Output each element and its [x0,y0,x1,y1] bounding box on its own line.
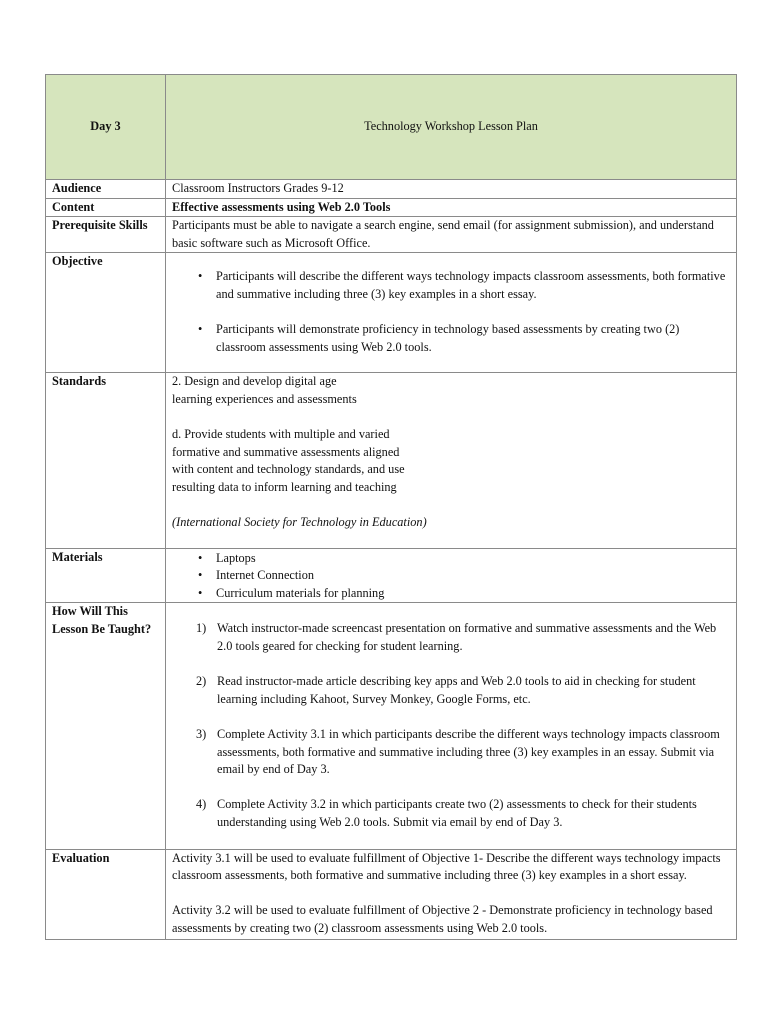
content-value: Effective assessments using Web 2.0 Tools [166,198,737,217]
standards-label: Standards [46,373,166,548]
prerequisite-label: Prerequisite Skills [46,217,166,253]
step-number: 2) [196,674,207,689]
standard-line: 2. Design and develop digital age [172,374,337,389]
step-item [172,726,730,779]
evaluation-cell [166,849,737,939]
day-label: Day 3 [46,75,166,180]
standard-line: with content and technology standards, and use [172,462,405,477]
evaluation-paragraph: Activity 3.1 will be used to evaluate fulfillment of Objective 1- Describe the different ways technology impacts classroom assessments, both formative and summative including three (3) key examples in a short essay. [172,850,721,883]
objective-item: • Participants will demonstrate proficiency in technology based assessments by creating two (2) classroom assessments using Web 2.0 tools. [172,321,730,356]
standard-line: learning experiences and assessments [172,391,357,406]
materials-list [172,550,730,603]
audience-row [46,180,737,199]
step-text: Watch instructor-made screencast presentation on formative and summative assessments and the Web 2.0 tools geared for checking for student learning. [217,621,717,654]
standard-line: formative and summative assessments aligned [172,444,400,459]
standards-row [46,373,737,548]
standard-line: resulting data to inform learning and teaching [172,479,397,494]
content-label: Content [46,198,166,217]
step-number: 1) [196,621,207,636]
standard-line: d. Provide students with multiple and varied [172,427,390,442]
objective-list [172,268,730,356]
step-item [172,620,730,655]
materials-cell [166,548,737,603]
standards-cell [166,373,737,548]
evaluation-label: Evaluation [46,849,166,939]
material-item: • Laptops [172,550,730,568]
objective-label: Objective [46,253,166,373]
document-title: Technology Workshop Lesson Plan [166,75,737,180]
objective-cell [166,253,737,373]
material-item: • Curriculum materials for planning [172,585,730,603]
audience-value: Classroom Instructors Grades 9-12 [166,180,737,199]
evaluation-row [46,849,737,939]
evaluation-paragraph: Activity 3.2 will be used to evaluate fulfillment of Objective 2 - Demonstrate proficiency in technology based assessments by creating two (2) classroom assessments using Web 2.0 tools. [172,903,713,935]
step-item [172,796,730,831]
materials-row [46,548,737,603]
step-item [172,673,730,708]
taught-label: How Will This Lesson Be Taught? [46,603,166,849]
objective-row [46,253,737,373]
content-row [46,198,737,217]
step-number: 4) [196,797,207,812]
header-row [46,75,737,180]
standards-source: (International Society for Technology in Education) [172,515,427,530]
audience-label: Audience [46,180,166,199]
step-text: Read instructor-made article describing key apps and Web 2.0 tools to aid in checking for student learning including Kahoot, Survey Monkey, Google Forms, etc. [217,674,696,706]
step-text: Complete Activity 3.1 in which participants describe the different ways technology impacts classroom assessments, both formative and summative including three (3) key examples in an essay. Submit via email by end of Day 3. [217,727,720,777]
objective-item: • Participants will describe the different ways technology impacts classroom assessments, both formative and summative including three (3) key examples in a short essay. [172,268,730,303]
prerequisite-value: Participants must be able to navigate a search engine, send email (for assignment submission), and understand basic software such as Microsoft Office. [166,217,737,253]
prerequisite-row [46,217,737,253]
material-item: • Internet Connection [172,567,730,585]
taught-cell [166,603,737,849]
taught-row [46,603,737,849]
lesson-plan-table [45,74,737,940]
step-text: Complete Activity 3.2 in which participants create two (2) assessments to check for their students understanding using Web 2.0 tools. Submit via email by end of Day 3. [217,797,697,829]
step-number: 3) [196,727,207,742]
steps-list [172,620,730,831]
materials-label: Materials [46,548,166,603]
